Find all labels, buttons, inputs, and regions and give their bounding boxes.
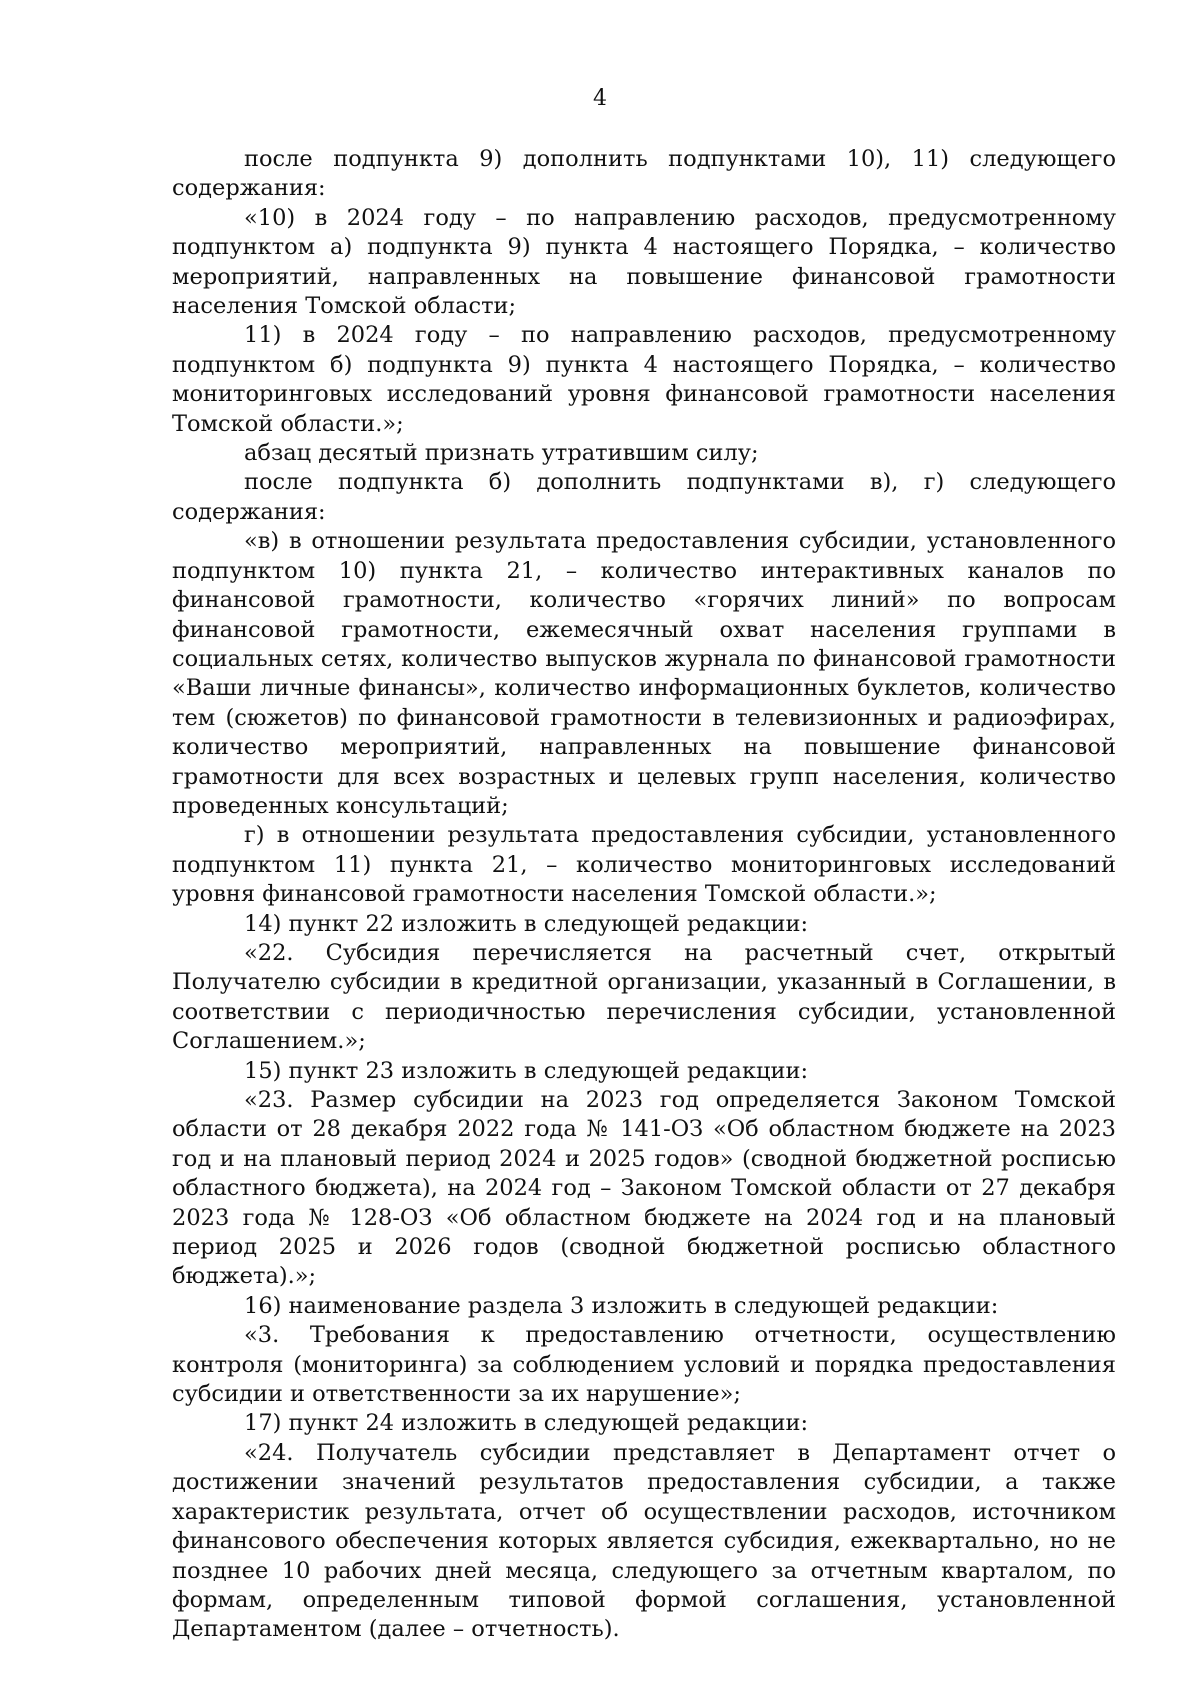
paragraph: 16) наименование раздела 3 изложить в следующей редакции: <box>244 1292 999 1319</box>
paragraph: абзац десятый признать утратившим силу; <box>244 440 759 467</box>
paragraph: 14) пункт 22 изложить в следующей редакции: <box>244 910 809 937</box>
paragraph: «24. Получатель субсидии представляет в Департамент отчет о достижении значений результатов предоставления субсидии, а также характеристик результата, отчет об осуществлении расходов, источником финансового обеспечения которых является субсидия, ежеквартально, но не позднее 10 рабочих дней месяца, следующего за отчетным кварталом, по формам, определенным типовой формой соглашения, установленной Департаментом (далее – отчетность). <box>172 1439 1116 1643</box>
paragraph: «10) в 2024 году – по направлению расходов, предусмотренному подпунктом а) подпункта 9) пункта 4 настоящего Порядка, – количество мероприятий, направленных на повышение финансовой грамотности населения Томской области; <box>172 204 1116 320</box>
page-number: 4 <box>593 86 607 111</box>
paragraph: «22. Субсидия перечисляется на расчетный счет, открытый Получателю субсидии в кредитной организации, указанный в Соглашении, в соответствии с периодичностью перечисления субсидии, установленной Соглашением.»; <box>172 939 1116 1055</box>
paragraph: «3. Требования к предоставлению отчетности, осуществлению контроля (мониторинга) за соблюдением условий и порядка предоставления субсидии и ответственности за их нарушение»; <box>172 1322 1116 1408</box>
paragraph: «в) в отношении результата предоставления субсидии, установленного подпунктом 10) пункта 21, – количество интерактивных каналов по финансовой грамотности, количество «горячих линий» по вопросам финансовой грамотности, ежемесячный охват населения группами в социальных сетях, количество выпусков журнала по финансовой грамотности «Ваши личные финансы», количество информационных буклетов, количество тем (сюжетов) по финансовой грамотности в телевизионных и радиоэфирах, количество мероприятий, направленных на повышение финансовой грамотности для всех возрастных и целевых групп населения, количество проведенных консультаций; <box>172 528 1116 819</box>
document-body <box>172 145 1116 1645</box>
paragraph: после подпункта 9) дополнить подпунктами 10), 11) следующего содержания: <box>172 146 1116 202</box>
paragraph: «23. Размер субсидии на 2023 год определяется Законом Томской области от 28 декабря 2022 года № 141-ОЗ «Об областном бюджете на 2023 год и на плановый период 2024 и 2025 годов» (сводной бюджетной росписью областного бюджета), на 2024 год – Законом Томской области от 27 декабря 2023 года № 128-ОЗ «Об областном бюджете на 2024 год и на плановый период 2025 и 2026 годов (сводной бюджетной росписью областного бюджета).»; <box>172 1087 1116 1290</box>
paragraph: после подпункта б) дополнить подпунктами в), г) следующего содержания: <box>172 469 1116 525</box>
paragraph: г) в отношении результата предоставления субсидии, установленного подпунктом 11) пункта 21, – количество мониторинговых исследований уровня финансовой грамотности населения Томской области.»; <box>172 822 1116 908</box>
paragraph: 11) в 2024 году – по направлению расходов, предусмотренному подпунктом б) подпункта 9) пункта 4 настоящего Порядка, – количество мониторинговых исследований уровня финансовой грамотности населения Томской области.»; <box>172 322 1116 437</box>
paragraph: 17) пункт 24 изложить в следующей редакции: <box>244 1410 809 1437</box>
paragraph: 15) пункт 23 изложить в следующей редакции: <box>244 1057 809 1084</box>
